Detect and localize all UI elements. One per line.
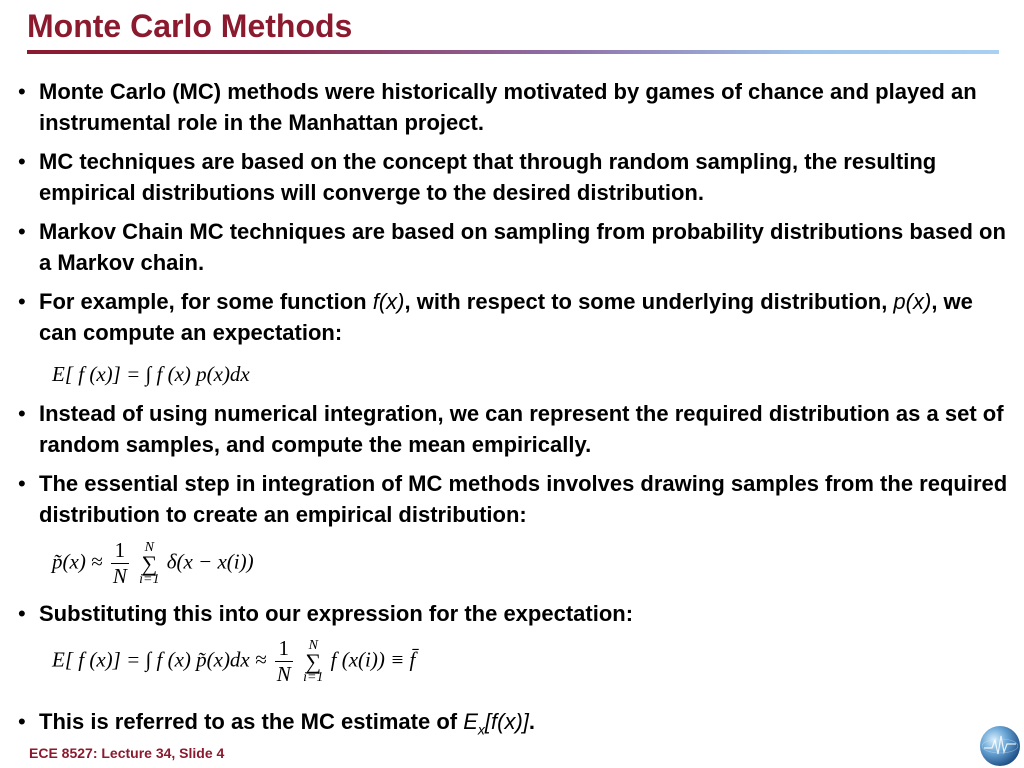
slide-title: Monte Carlo Methods [27,8,353,44]
bullet-text: Markov Chain MC techniques are based on sampling from probability distributions based on a Markov chain. [39,219,1006,275]
px-symbol: p(x) [893,289,932,314]
empirical-distribution-equation: p̃(x) ≈ $\frac{1}{N}$ N ∑ i=1 δ(x − x(i)) [52,538,254,588]
bullet-dot: • [18,289,26,314]
bullet-text: This is referred to as the MC estimate of $E_x[f(x)]$. [39,709,536,738]
title-underline [27,50,999,54]
bullet-text: For example, for some function f(x), with respect to some underlying distribution, p(x), we can compute an expectation: [39,289,973,345]
bullet-1 [18,76,1008,138]
bullet-text: Instead of using numerical integration, we can represent the required distribution as a set of random samples, and compute the mean empirically. [39,401,1004,457]
bullet-dot: • [18,149,26,174]
bullet-dot: • [18,79,26,104]
bullet-dot: • [18,401,26,426]
bullet-3 [18,216,1008,278]
globe-logo-icon [980,726,1020,766]
mc-estimate-equation: E[ f (x)] = ∫ f (x) p̃(x)dx ≈ $\frac{1}{N}$ N ∑ i=1 f (x(i)) ≡ f̄ [52,636,416,686]
bullet-7 [18,598,1008,629]
bullet-dot: • [18,709,26,734]
expectation-equation: E[ f (x)] = ∫ f (x) p(x)dx [52,362,250,386]
bullet-6 [18,468,1008,530]
bullet-text: The essential step in integration of MC methods involves drawing samples from the required distribution to create an empirical distribution: [39,471,1008,527]
bullet-4 [18,286,1008,348]
bullet-text: Substituting this into our expression for the expectation: [39,601,634,626]
bullet-8 [18,706,1008,745]
bullet-text: MC techniques are based on the concept that through random sampling, the resulting empirical distributions will converge to the desired distribution. [39,149,937,205]
bullet-2 [18,146,1008,208]
bullet-dot: • [18,471,26,496]
bullet-dot: • [18,601,26,626]
bullet-dot: • [18,219,26,244]
slide-footer: ECE 8527: Lecture 34, Slide 4 [29,745,225,761]
bullet-text: Monte Carlo (MC) methods were historically motivated by games of chance and played an instrumental role in the Manhattan project. [39,79,977,135]
fx-symbol: f(x) [372,289,405,314]
bullet-5 [18,398,1008,460]
